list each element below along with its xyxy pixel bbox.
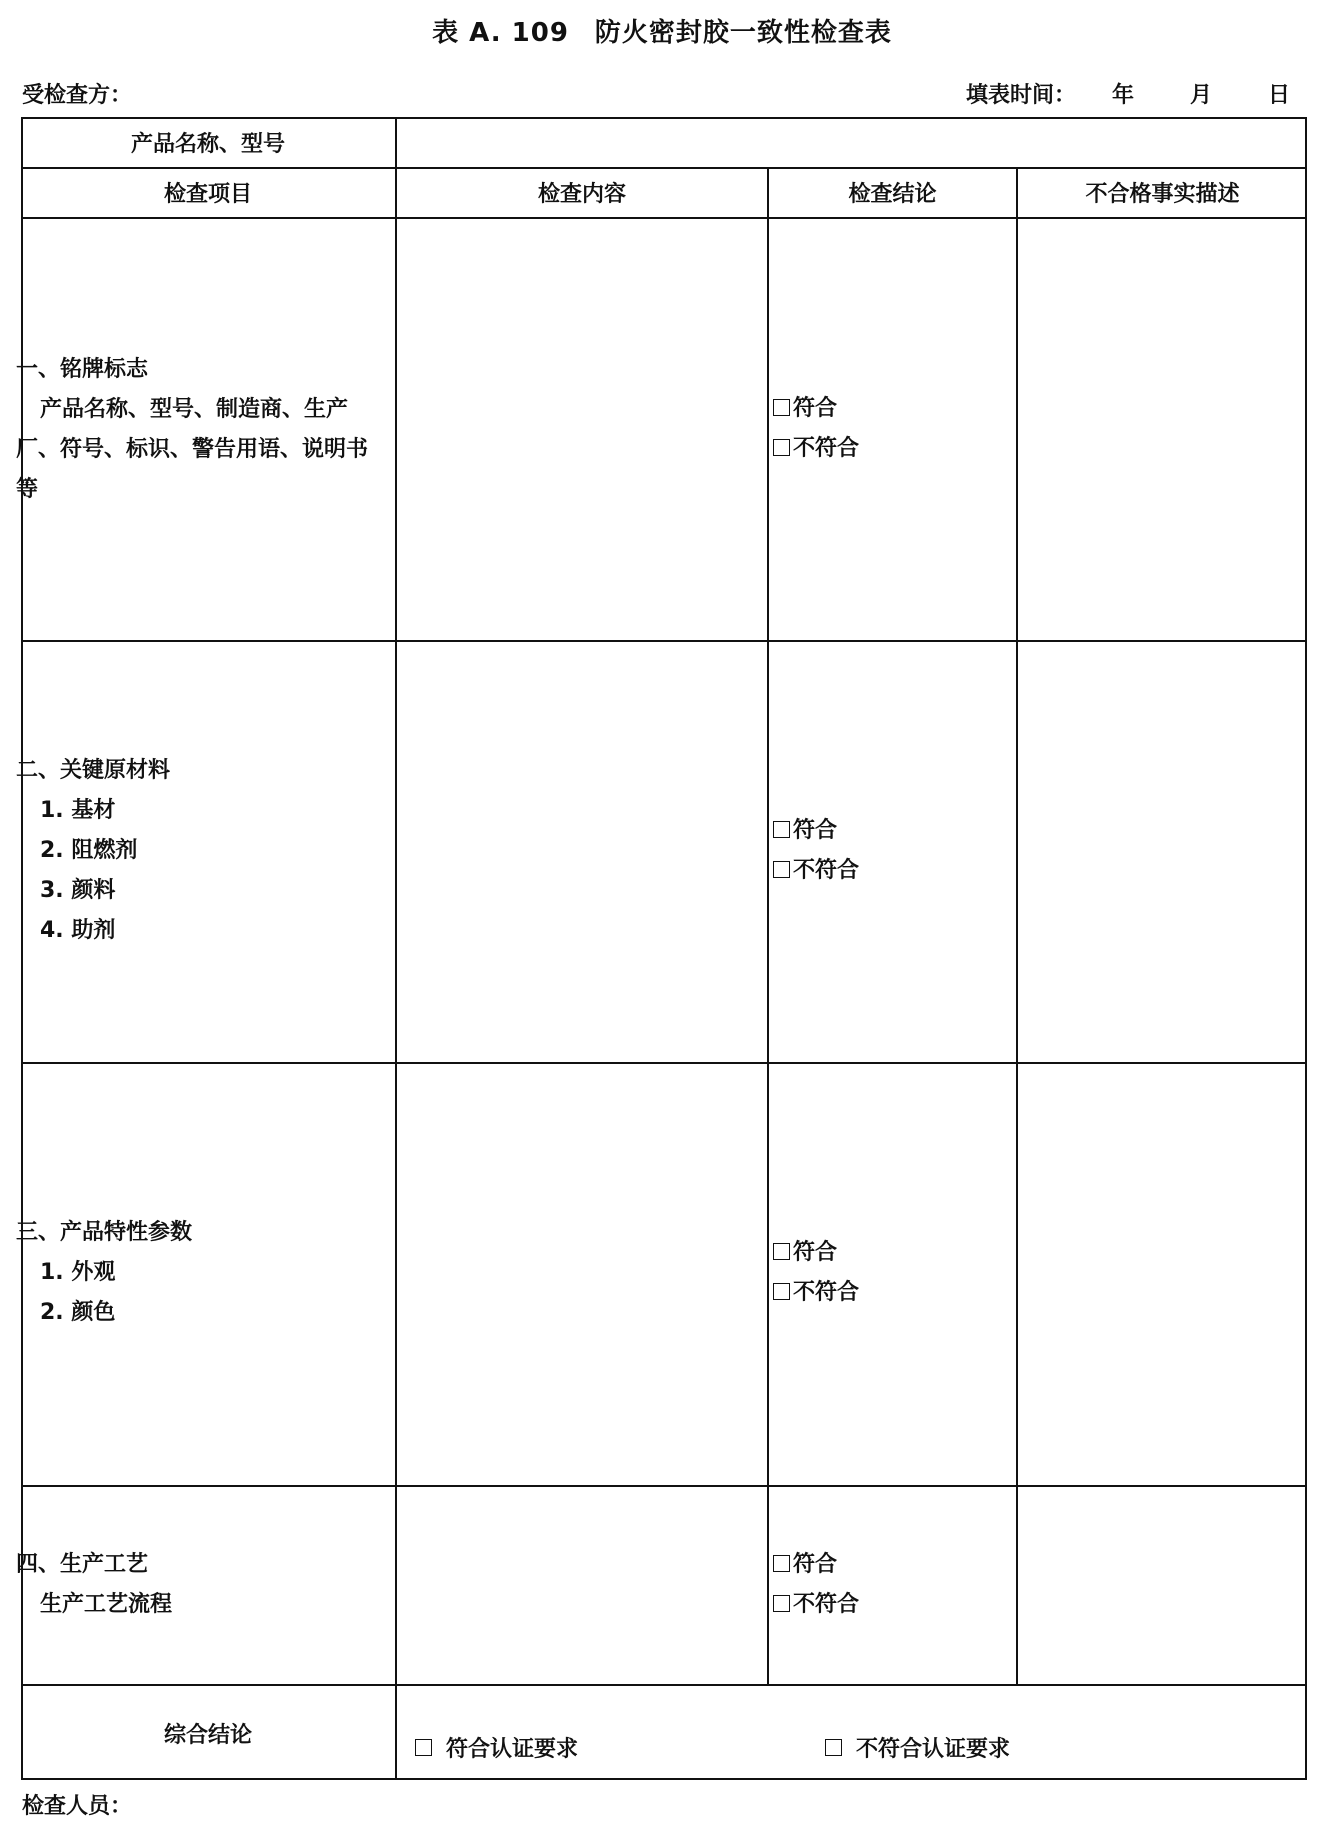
inspection-content-field[interactable] [397,219,767,640]
checkbox-label: 符合 [793,818,838,843]
item-detail: 1. 外观 [40,1260,116,1285]
inspection-item-key-materials [16,751,376,951]
inspector-label: 检查人员： [22,1794,133,1819]
summary-option-label: 不符合认证要求 [856,1736,1011,1762]
table-number: 表 A. 109 [432,18,569,48]
checkbox-icon [773,1555,790,1572]
checkbox-icon [773,399,790,416]
item-detail: 2. 阻燃剂 [40,838,138,863]
inspection-item-process [16,1545,376,1625]
checkbox-conform[interactable] [773,811,993,851]
inspection-item-nameplate [16,350,376,510]
conclusion-options [773,1233,993,1313]
summary-option-label: 符合认证要求 [446,1736,579,1762]
nonconformity-description-field[interactable] [1018,219,1307,640]
item-detail: 3. 颜料 [40,878,116,903]
inspected-party-field[interactable] [22,78,132,109]
item-detail: 生产工艺流程 [40,1592,173,1617]
checkbox-nonconform[interactable] [773,1585,993,1625]
item-detail: 2. 颜色 [40,1300,116,1325]
checkbox-icon [773,861,790,878]
item-title: 三、产品特性参数 [16,1220,193,1245]
checkbox-label: 不符合 [793,1592,860,1617]
checkbox-conform[interactable] [773,389,993,429]
summary-option-nonconform[interactable] [825,1727,1010,1767]
checkbox-label: 不符合 [793,1280,860,1305]
checkbox-label: 符合 [793,396,838,421]
header-inspection-conclusion: 检查结论 [848,181,937,207]
inspected-party-label: 受检查方： [22,83,133,108]
day-label: 日 [1268,83,1291,108]
inspection-item-characteristics [16,1213,376,1333]
product-name-model-label: 产品名称、型号 [130,131,285,157]
item-detail: 1. 基材 [40,798,116,823]
inspection-content-field[interactable] [397,642,767,1062]
year-label: 年 [1112,83,1135,108]
checkbox-icon [773,439,790,456]
checkbox-icon [773,1243,790,1260]
summary-conclusion-label: 综合结论 [163,1722,252,1748]
item-title: 四、生产工艺 [16,1552,149,1577]
checkbox-nonconform[interactable] [773,429,993,469]
inspection-content-field[interactable] [397,1487,767,1684]
table-title-text: 防火密封胶一致性检查表 [594,18,892,48]
checkbox-label: 符合 [793,1552,838,1577]
header-inspection-content: 检查内容 [537,181,626,207]
checkbox-icon [825,1739,842,1756]
fill-time-label: 填表时间： [966,83,1077,108]
checkbox-icon [773,1283,790,1300]
column-divider [767,167,769,1684]
conclusion-options [773,389,993,469]
nonconformity-description-field[interactable] [1018,1487,1307,1684]
checkbox-nonconform[interactable] [773,851,993,891]
month-label: 月 [1190,83,1213,108]
item-detail: 4. 助剂 [40,918,116,943]
conclusion-options [773,1545,993,1625]
item-title: 一、铭牌标志 [16,357,149,382]
checkbox-conform[interactable] [773,1233,993,1273]
checkbox-icon [773,1595,790,1612]
checkbox-nonconform[interactable] [773,1273,993,1313]
fill-time-field[interactable] [966,78,1290,109]
nonconformity-description-field[interactable] [1018,1064,1307,1485]
checkbox-icon [773,821,790,838]
inspection-content-field[interactable] [397,1064,767,1485]
product-name-model-field[interactable] [397,117,1307,167]
checkbox-label: 不符合 [793,858,860,883]
item-title: 二、关键原材料 [16,758,171,783]
checkbox-label: 不符合 [793,436,860,461]
checkbox-label: 符合 [793,1240,838,1265]
header-nonconformity-description: 不合格事实描述 [1085,181,1240,207]
inspector-field[interactable] [22,1789,132,1820]
checkbox-conform[interactable] [773,1545,993,1585]
item-detail: 产品名称、型号、制造商、生产厂、符号、标识、警告用语、说明书等 [16,397,369,502]
conclusion-options [773,811,993,891]
table-title [0,12,1324,49]
checkbox-icon [415,1739,432,1756]
summary-option-conform[interactable] [415,1727,578,1767]
nonconformity-description-field[interactable] [1018,642,1307,1062]
header-inspection-item: 检查项目 [163,181,252,207]
